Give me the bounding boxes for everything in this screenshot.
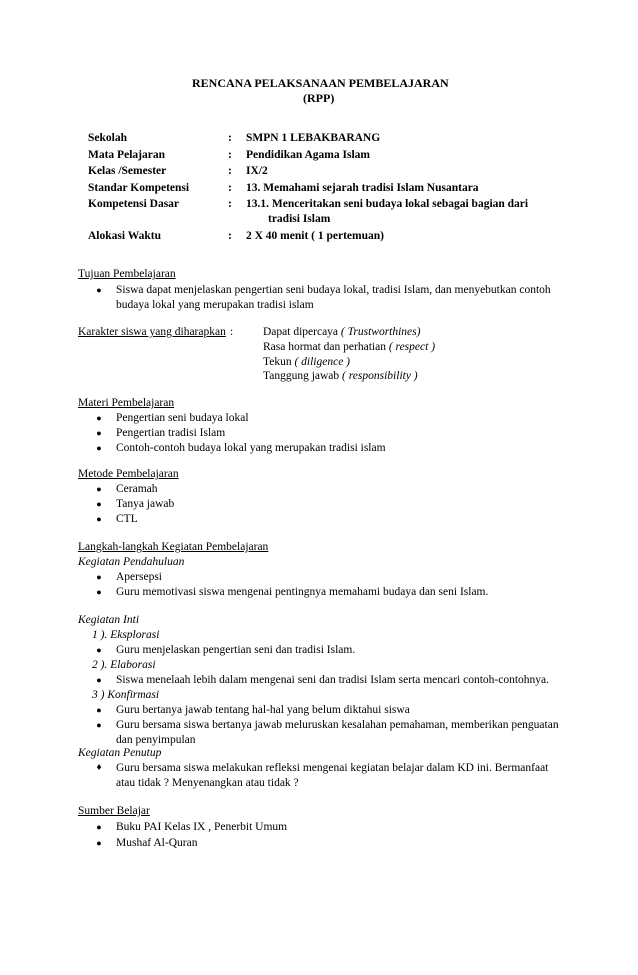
- bullet-icon: ●: [96, 720, 102, 730]
- eksplorasi-item: Guru menjelaskan pengertian seni dan tradisi Islam.: [116, 644, 356, 656]
- penutup-item-cont: atau tidak ? Menyenangkan atau tidak ?: [116, 777, 299, 789]
- metode-item: Tanya jawab: [116, 498, 175, 510]
- bullet-icon: ●: [96, 484, 102, 494]
- identity-label-sekolah: Sekolah: [88, 132, 127, 144]
- karakter-item-term: ( diligence ): [294, 356, 351, 368]
- identity-label-kd: Kompetensi Dasar: [88, 198, 180, 210]
- identity-colon: :: [228, 198, 232, 210]
- pendahuluan-item: Apersepsi: [116, 571, 162, 583]
- karakter-item-text: Tanggung jawab: [263, 370, 343, 382]
- identity-colon: :: [228, 149, 232, 161]
- bullet-icon: ●: [96, 587, 102, 597]
- elaborasi-item: Siswa menelaah lebih dalam mengenai seni dan tradisi Islam serta mencari contoh-contohnya.: [116, 674, 550, 686]
- karakter-heading-text: Karakter siswa yang diharapkan: [78, 326, 226, 338]
- materi-item: Pengertian tradisi Islam: [116, 427, 226, 439]
- identity-value-alokasi: 2 X 40 menit ( 1 pertemuan): [246, 230, 384, 242]
- identity-value-kd: 13.1. Menceritakan seni budaya lokal sebagai bagian dari: [246, 198, 529, 210]
- penutup-heading: Kegiatan Penutup: [78, 747, 162, 759]
- diamond-bullet-icon: ♦: [96, 762, 102, 773]
- bullet-icon: ●: [96, 514, 102, 524]
- bullet-icon: ●: [96, 838, 102, 848]
- penutup-item: Guru bersama siswa melakukan refleksi mengenai kegiatan belajar dalam KD ini. Bermanfaat: [116, 762, 549, 774]
- metode-item: CTL: [116, 513, 138, 525]
- document-subtitle: (RPP): [303, 91, 335, 105]
- identity-value-kelas: IX/2: [246, 165, 268, 177]
- karakter-item: [263, 355, 350, 370]
- bullet-icon: ●: [96, 675, 102, 685]
- karakter-item: [263, 369, 418, 384]
- tujuan-item: Siswa dapat menjelaskan pengertian seni budaya lokal, tradisi Islam, dan menyebutkan contoh: [116, 284, 551, 296]
- identity-label-sk: Standar Kompetensi: [88, 182, 190, 194]
- eksplorasi-heading: 1 ). Eksplorasi: [92, 629, 160, 641]
- bullet-icon: ●: [96, 645, 102, 655]
- identity-colon: :: [228, 230, 232, 242]
- karakter-colon: :: [230, 326, 234, 338]
- sumber-heading: Sumber Belajar: [78, 805, 150, 817]
- bullet-icon: ●: [96, 443, 102, 453]
- karakter-item-text: Tekun: [263, 356, 295, 368]
- bullet-icon: ●: [96, 499, 102, 509]
- bullet-icon: ●: [96, 572, 102, 582]
- karakter-item: [263, 325, 420, 340]
- identity-colon: :: [228, 132, 232, 144]
- metode-item: Ceramah: [116, 483, 158, 495]
- identity-colon: :: [228, 182, 232, 194]
- karakter-item-text: Dapat dipercaya: [263, 326, 341, 338]
- karakter-item-text: Rasa hormat dan perhatian: [263, 341, 389, 353]
- tujuan-item-cont: budaya lokal yang merupakan tradisi islam: [116, 299, 314, 311]
- identity-value-sk: 13. Memahami sejarah tradisi Islam Nusantara: [246, 182, 479, 194]
- konfirmasi-item-cont: dan penyimpulan: [116, 734, 196, 746]
- identity-value-sekolah: SMPN 1 LEBAKBARANG: [246, 132, 381, 144]
- pendahuluan-item: Guru memotivasi siswa mengenai pentingnya memahami budaya dan seni Islam.: [116, 586, 489, 598]
- sumber-item: Buku PAI Kelas IX , Penerbit Umum: [116, 821, 288, 833]
- materi-item: Contoh-contoh budaya lokal yang merupakan tradisi islam: [116, 442, 386, 454]
- identity-label-kelas: Kelas /Semester: [88, 165, 167, 177]
- karakter-item-term: ( Trustworthines): [340, 326, 421, 338]
- identity-value-mapel: Pendidikan Agama Islam: [246, 149, 370, 161]
- bullet-icon: ●: [96, 428, 102, 438]
- sumber-item: Mushaf Al-Quran: [116, 837, 198, 849]
- identity-label-alokasi: Alokasi Waktu: [88, 230, 161, 242]
- konfirmasi-item: Guru bersama siswa bertanya jawab meluruskan kesalahan pemahaman, memberikan penguatan: [116, 719, 559, 731]
- bullet-icon: ●: [96, 705, 102, 715]
- materi-heading: Materi Pembelajaran: [78, 397, 175, 409]
- karakter-heading: [78, 325, 226, 340]
- pendahuluan-heading: Kegiatan Pendahuluan: [78, 556, 185, 568]
- identity-label-mapel: Mata Pelajaran: [88, 149, 165, 161]
- karakter-item-term: ( respect ): [388, 341, 436, 353]
- materi-item: Pengertian seni budaya lokal: [116, 412, 249, 424]
- konfirmasi-heading: 3 ) Konfirmasi: [92, 689, 160, 701]
- langkah-heading: Langkah-langkah Kegiatan Pembelajaran: [78, 541, 269, 553]
- bullet-icon: ●: [96, 822, 102, 832]
- tujuan-heading: Tujuan Pembelajaran: [78, 268, 176, 280]
- konfirmasi-item: Guru bertanya jawab tentang hal-hal yang belum diktahui siswa: [116, 704, 410, 716]
- karakter-item: [263, 340, 435, 355]
- bullet-icon: ●: [96, 285, 102, 295]
- identity-colon: :: [228, 165, 232, 177]
- identity-value-kd-cont: tradisi Islam: [268, 213, 331, 225]
- elaborasi-heading: 2 ). Elaborasi: [92, 659, 156, 671]
- metode-heading: Metode Pembelajaran: [78, 468, 179, 480]
- document-title: RENCANA PELAKSANAAN PEMBELAJARAN: [192, 76, 449, 90]
- karakter-item-term: ( responsibility ): [342, 370, 418, 382]
- bullet-icon: ●: [96, 413, 102, 423]
- inti-heading: Kegiatan Inti: [78, 614, 140, 626]
